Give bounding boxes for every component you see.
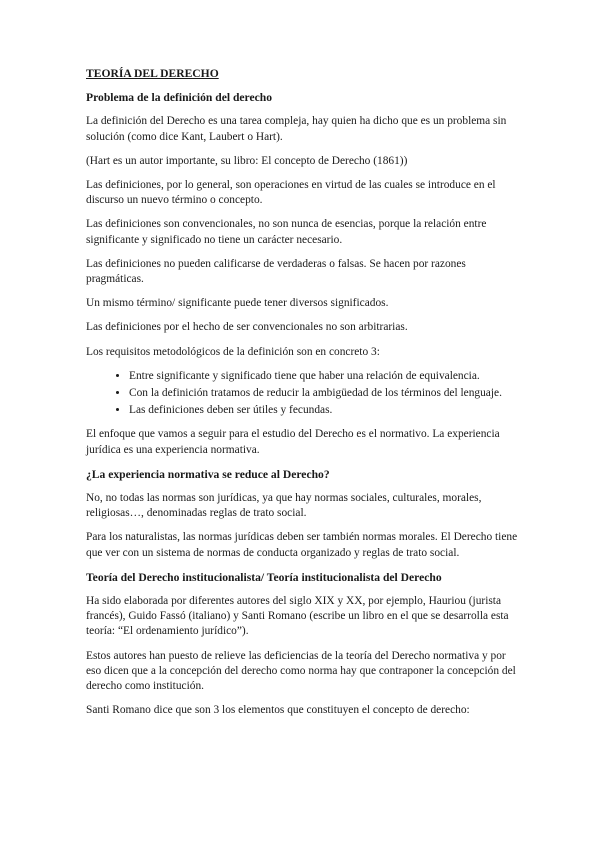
paragraph: Un mismo término/ significante puede tener diversos significados. bbox=[86, 297, 389, 310]
paragraph: Santi Romano dice que son 3 los elementos que constituyen el concepto de derecho: bbox=[86, 704, 470, 717]
list-item: • Las definiciones deben ser útiles y fecundas. bbox=[129, 403, 518, 418]
list-item: • Con la definición tratamos de reducir la ambigüedad de los términos del lenguaje. bbox=[129, 386, 518, 401]
paragraph: No, no todas las normas son jurídicas, ya que hay normas sociales, culturales, morales, religiosas…, denominadas reglas de trato social. bbox=[86, 492, 482, 520]
document-title: TEORÍA DEL DERECHO bbox=[86, 67, 219, 80]
list-item: • Entre significante y significado tiene que haber una relación de equivalencia. bbox=[129, 369, 518, 384]
section-heading: Teoría del Derecho institucionalista/ Teoría institucionalista del Derecho bbox=[86, 570, 442, 584]
paragraph: El enfoque que vamos a seguir para el estudio del Derecho es el normativo. La experiencia jurídica es una experiencia normativa. bbox=[86, 428, 500, 456]
paragraph: Ha sido elaborada por diferentes autores del siglo XIX y XX, por ejemplo, Hauriou (jurista francés), Guido Fassó (italiano) y Santi Romano (escribe un libro en el que se desarrolla esta teoría: “El ordenamiento jurídico”). bbox=[86, 595, 509, 638]
requirements-list bbox=[86, 369, 518, 419]
paragraph: Para los naturalistas, las normas jurídicas deben ser también normas morales. El Derecho tiene que ver con un sistema de normas de conducta organizado y reglas de trato social. bbox=[86, 531, 518, 559]
section-heading: Problema de la definición del derecho bbox=[86, 91, 273, 105]
paragraph: Las definiciones no pueden calificarse de verdaderas o falsas. Se hacen por razones pragmáticas. bbox=[86, 257, 466, 286]
paragraph: Las definiciones, por lo general, son operaciones en virtud de las cuales se introduce en el discurso un nuevo término o concepto. bbox=[86, 179, 496, 207]
paragraph: Las definiciones por el hecho de ser convencionales no son arbitrarias. bbox=[86, 321, 408, 334]
document-body bbox=[86, 66, 518, 728]
paragraph: Los requisitos metodológicos de la definición son en concreto 3: bbox=[86, 345, 380, 358]
paragraph: La definición del Derecho es una tarea compleja, hay quien ha dicho que es un problema sin solución (como dice Kant, Laubert o Hart). bbox=[86, 115, 507, 143]
paragraph: Las definiciones son convencionales, no son nunca de esencias, porque la relación entre significante y significado no tiene un carácter necesario. bbox=[86, 218, 487, 246]
paragraph: Estos autores han puesto de relieve las deficiencias de la teoría del Derecho normativa y por eso dicen que a la concepción del derecho como norma hay que contraponer la concepción del derecho como institución. bbox=[86, 649, 516, 693]
section-heading: ¿La experiencia normativa se reduce al Derecho? bbox=[86, 467, 330, 481]
paragraph: (Hart es un autor importante, su libro: El concepto de Derecho (1861)) bbox=[86, 154, 408, 167]
